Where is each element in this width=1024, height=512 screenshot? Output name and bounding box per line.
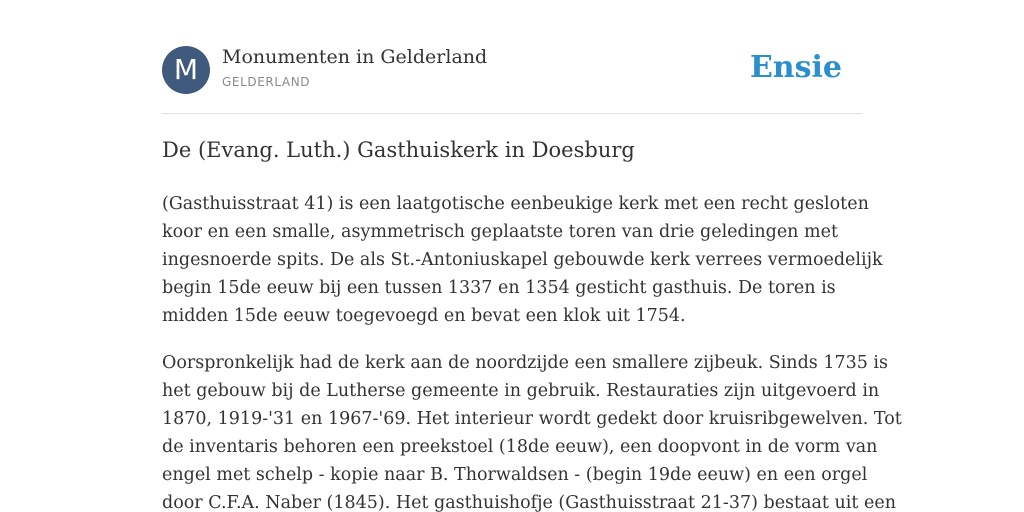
paragraph-line: (Gasthuisstraat 41) is een laatgotische eenbeukige kerk met een recht gesloten [162, 194, 869, 214]
paragraph-line: begin 15de eeuw bij een tussen 1337 en 1354 gesticht gasthuis. De toren is [162, 278, 836, 298]
brand-logo[interactable]: Ensie [749, 50, 842, 85]
paragraph-line: midden 15de eeuw toegevoegd en bevat een klok uit 1754. [162, 306, 686, 326]
paragraph-line: het gebouw bij de Lutherse gemeente in gebruik. Restauraties zijn uitgevoerd in [162, 381, 880, 401]
paragraph-line: door C.F.A. Naber (1845). Het gasthuishofje (Gasthuisstraat 21-37) bestaat uit een [162, 493, 896, 512]
article-header [162, 46, 862, 96]
paragraph-line: de inventaris behoren een preekstoel (18de eeuw), een doopvont in de vorm van [162, 437, 878, 457]
paragraph-line: koor en een smalle, asymmetrisch geplaatste toren van drie geledingen met [162, 222, 838, 242]
author-name[interactable]: Monumenten in Gelderland [222, 46, 488, 68]
author-category[interactable]: GELDERLAND [222, 75, 311, 89]
paragraph-2 [162, 349, 902, 512]
paragraph-line: 1870, 1919-'31 en 1967-'69. Het interieur wordt gedekt door kruisribgewelven. Tot [162, 409, 902, 429]
paragraph-line: ingesnoerde spits. De als St.-Antoniuskapel gebouwde kerk verrees vermoedelijk [162, 250, 883, 270]
paragraph-1 [162, 190, 883, 330]
header-divider [162, 113, 862, 114]
article-title: De (Evang. Luth.) Gasthuiskerk in Doesburg [162, 138, 635, 162]
paragraph-line: Oorspronkelijk had de kerk aan de noordzijde een smallere zijbeuk. Sinds 1735 is [162, 353, 889, 373]
paragraph-line: engel met schelp - kopie naar B. Thorwaldsen - (begin 19de eeuw) en een orgel [162, 465, 868, 485]
avatar[interactable]: M [162, 46, 210, 94]
article-body [162, 190, 902, 512]
